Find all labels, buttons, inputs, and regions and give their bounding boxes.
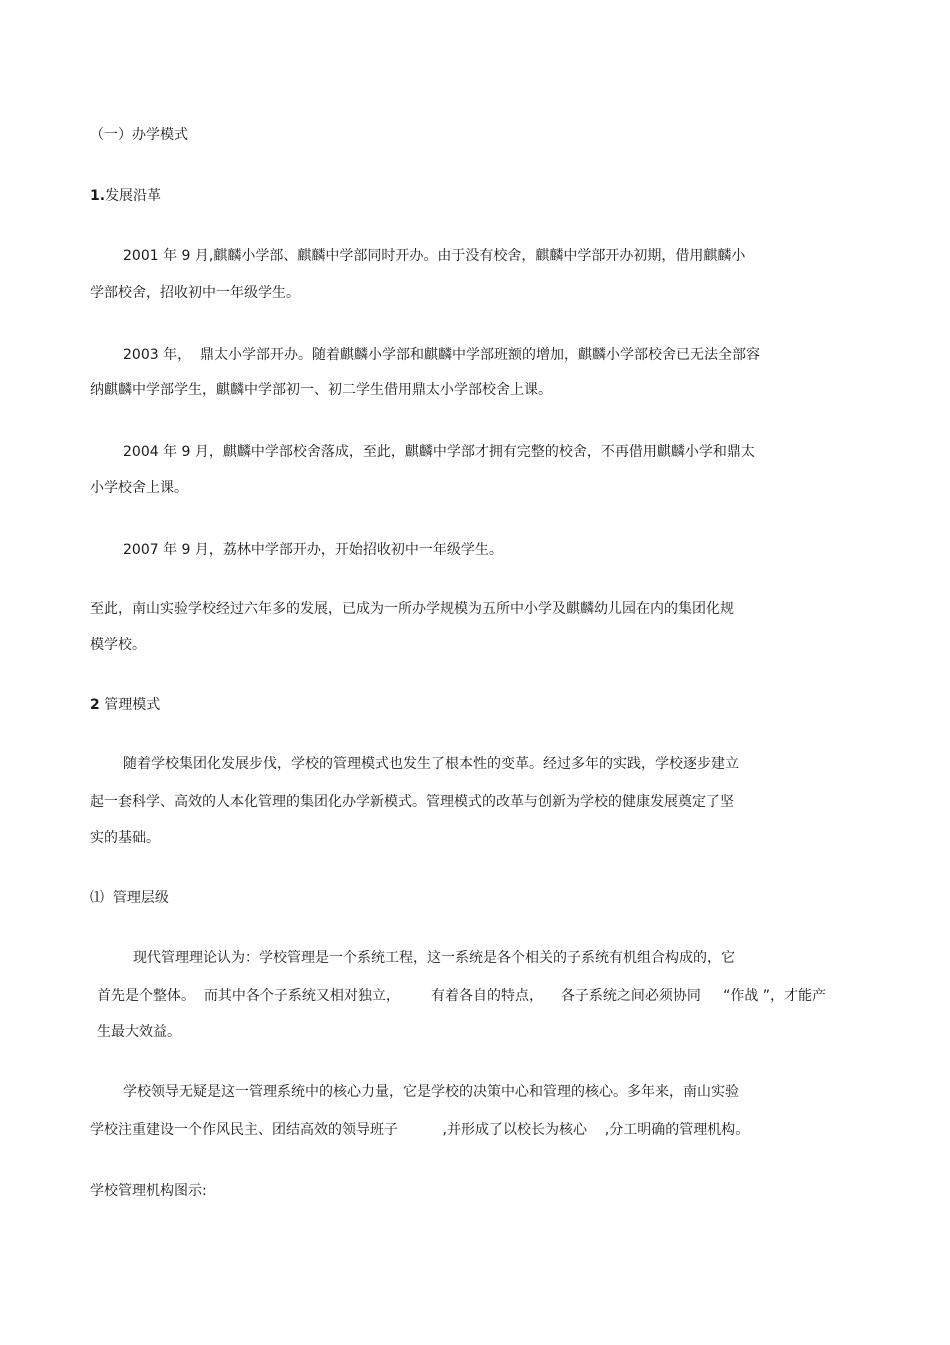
- paragraph-2003-line-1: 2003 年， 鼎太小学部开办。随着麒麟小学部和麒麟中学部班额的增加，麒麟小学部校舍已无法全部容: [123, 347, 760, 363]
- paragraph-2007-line-1: 2007 年 9 月，荔林中学部开办，开始招收初中一年级学生。: [123, 542, 503, 558]
- paragraph-theory-line-1: 现代管理理论认为：学校管理是一个系统工程，这一系统是各个相关的子系统有机组合构成的，它: [133, 950, 735, 966]
- paragraph-theory-line-3: 生最大效益。: [97, 1024, 181, 1040]
- paragraph-management-line-1: 随着学校集团化发展步伐，学校的管理模式也发生了根本性的变革。经过多年的实践，学校逐步建立: [123, 756, 739, 772]
- subheading-management: 2 管理模式: [90, 697, 161, 713]
- chart-caption: 学校管理机构图示:: [90, 1183, 207, 1199]
- paragraph-management-line-2: 起一套科学、高效的人本化管理的集团化办学新模式。管理模式的改革与创新为学校的健康发展奠定了坚: [90, 794, 734, 810]
- paragraph-management-line-3: 实的基础。: [90, 830, 160, 846]
- paragraph-leadership-line-2: 学校注重建设一个作风民主、团结高效的领导班子 ,并形成了以校长为核心 ,分工明确的管理机构。: [90, 1122, 750, 1138]
- paragraph-summary-line-1: 至此，南山实验学校经过六年多的发展，已成为一所办学规模为五所中小学及麒麟幼儿园在内的集团化规: [90, 601, 734, 617]
- paragraph-2001-line-2: 学部校舍，招收初中一年级学生。: [90, 285, 300, 301]
- paragraph-2004-line-2: 小学校舍上课。: [90, 480, 188, 496]
- subheading-history: 1.发展沿革: [90, 188, 162, 204]
- paragraph-theory-line-2: 首先是个整体。 而其中各个子系统又相对独立， 有着各自的特点， 各子系统之间必须协同 “作战 ”，才能产: [97, 988, 827, 1004]
- paragraph-leadership-line-1: 学校领导无疑是这一管理系统中的核心力量，它是学校的决策中心和管理的核心。多年来，南山实验: [123, 1084, 739, 1100]
- paragraph-2003-line-2: 纳麒麟中学部学生，麒麟中学部初一、初二学生借用鼎太小学部校舍上课。: [90, 382, 552, 398]
- subheading-levels: ⑴ 管理层级: [90, 890, 169, 906]
- paragraph-2001-line-1: 2001 年 9 月,麒麟小学部、麒麟中学部同时开办。由于没有校舍，麒麟中学部开办初期，借用麒麟小: [123, 248, 746, 264]
- section-title: （一）办学模式: [90, 127, 188, 143]
- paragraph-summary-line-2: 模学校。: [90, 637, 146, 653]
- paragraph-2004-line-1: 2004 年 9 月，麒麟中学部校舍落成，至此，麒麟中学部才拥有完整的校舍，不再借用麒麟小学和鼎太: [123, 444, 755, 460]
